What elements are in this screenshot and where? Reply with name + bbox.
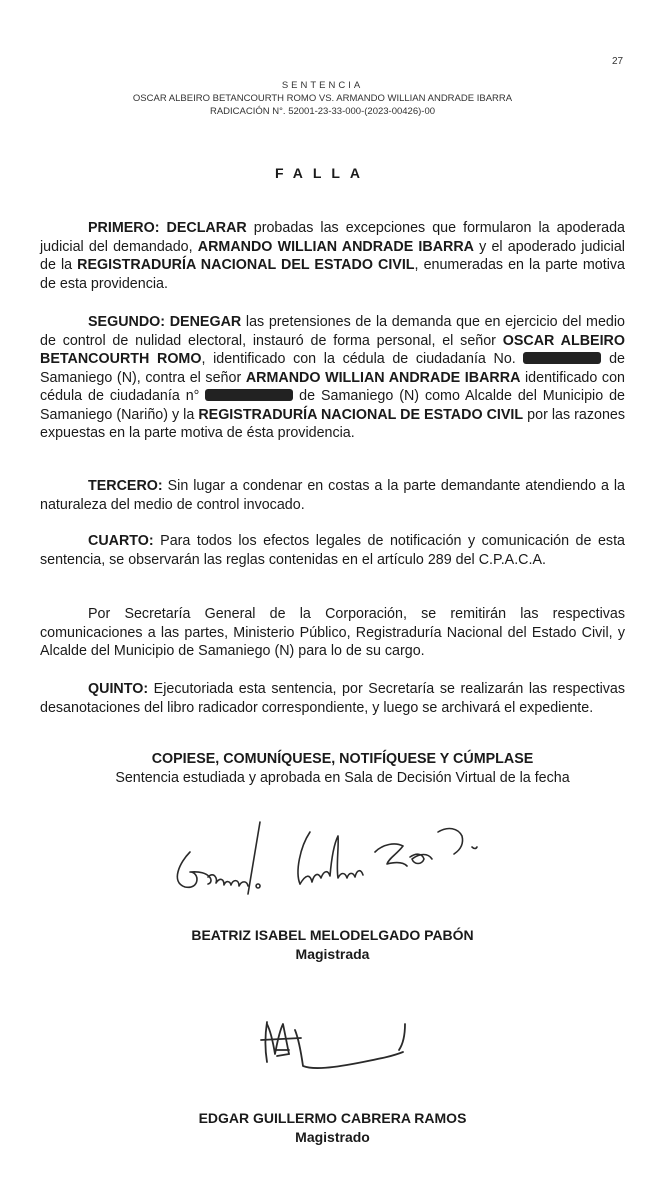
defendant-name-2: ARMANDO WILLIAN ANDRADE IBARRA (245, 369, 521, 386)
signer-beatriz (0, 926, 645, 964)
header-radicacion: RADICACIÓN N°. 52001-23-33-000-(2023-00426)-00 (209, 106, 436, 117)
paragraph-segundo: SEGUNDO: DENEGAR las pretensiones de la demanda que en ejercicio del medio de control de nulidad electoral, instauró de forma personal, el señor OSCAR ALBEIRO BETANCOURTH ROMO, identificado con la cédula de ciudadanía No. de Samaniego (N), contra el señor ARMANDO WILLIAN ANDRADE IBARRA identificado con cédula de ciudadanía n° de Samaniego (N) como Alcalde del Municipio de Samaniego (Nariño) y la REGISTRADURÍA NACIONAL DE ESTADO CIVIL por las razones expuestas en la parte motiva de ésta providencia. (40, 314, 626, 441)
tercero-lead: TERCERO: (88, 478, 163, 494)
quinto-lead: QUINTO: (88, 681, 149, 697)
closing-block (0, 750, 645, 788)
defendant-name: ARMANDO WILLIAN ANDRADE IBARRA (197, 238, 474, 255)
paragraph-tercero: TERCERO: Sin lugar a condenar en costas a la parte demandante atendiendo a la naturaleza del medio de control invocado. (40, 478, 625, 513)
signature-edgar (255, 1010, 425, 1090)
page-number: 27 (612, 56, 624, 67)
paragraph-secretaria: Por Secretaría General de la Corporación, se remitirán las respectivas comunicaciones a las partes, Ministerio Público, Registraduría Nacional del Estado Civil, y Alcalde del Municipio de Samaniego (N) para lo de su cargo. (40, 606, 625, 659)
signature-beatriz (160, 812, 500, 912)
signer-beatriz-name: BEATRIZ ISABEL MELODELGADO PABÓN (191, 927, 474, 943)
closing-approval: Sentencia estudiada y aprobada en Sala de Decisión Virtual de la fecha (115, 770, 570, 786)
segundo-lead: SEGUNDO: DENEGAR (88, 314, 242, 330)
cuarto-lead: CUARTO: (88, 533, 154, 549)
paragraph-primero: PRIMERO: DECLARAR probadas las excepciones que formularon la apoderada judicial del demandado, ARMANDO WILLIAN ANDRADE IBARRA y el apoderado judicial de la REGISTRADURÍA NACIONAL DEL ESTADO CIVIL, enumeradas en la parte motiva de esta providencia. (40, 220, 625, 292)
section-title: FALLA (274, 165, 371, 181)
signer-edgar-name: EDGAR GUILLERMO CABRERA RAMOS (198, 1110, 467, 1126)
signer-edgar (0, 1109, 645, 1147)
primero-lead: PRIMERO: DECLARAR (88, 220, 247, 236)
paragraph-cuarto: CUARTO: Para todos los efectos legales de notificación y comunicación de esta sentencia, se observarán las reglas contenidas en el artículo 289 del C.P.A.C.A. (40, 533, 625, 568)
header-sentencia: SENTENCIA (281, 80, 364, 91)
signer-edgar-role: Magistrado (295, 1129, 370, 1145)
document-header (0, 79, 645, 118)
registraduria-name-2: REGISTRADURÍA NACIONAL DE ESTADO CIVIL (198, 406, 524, 423)
redacted-id-plaintiff (523, 352, 601, 364)
header-parties: OSCAR ALBEIRO BETANCOURTH ROMO VS. ARMANDO WILLIAN ANDRADE IBARRA (132, 93, 513, 104)
plaintiff-name: OSCAR ALBEIRO BETANCOURTH ROMO (40, 332, 625, 367)
closing-formula: COPIESE, COMUNÍQUESE, NOTIFÍQUESE Y CÚMPLASE (151, 751, 534, 767)
redacted-id-defendant (205, 389, 293, 401)
paragraph-quinto: QUINTO: Ejecutoriada esta sentencia, por Secretaría se realizarán las respectivas desanotaciones del libro radicador correspondiente, y luego se archivará el expediente. (40, 681, 625, 716)
signer-beatriz-role: Magistrada (295, 946, 370, 962)
registraduria-name: REGISTRADURÍA NACIONAL DEL ESTADO CIVIL (77, 257, 415, 273)
